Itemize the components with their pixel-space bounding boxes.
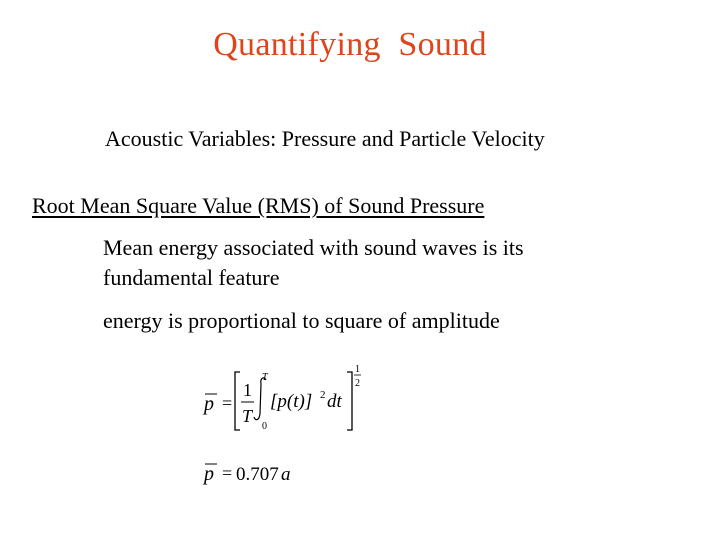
fraction-numerator: 1 xyxy=(243,380,252,400)
upper-limit: T xyxy=(262,372,268,383)
body-text-line-2: fundamental feature xyxy=(103,265,280,290)
rms-integral-formula xyxy=(196,360,376,440)
integrand-power: 2 xyxy=(320,389,326,401)
result-variable-a: a xyxy=(281,464,291,485)
rms-result-formula xyxy=(196,455,316,490)
result-lhs-p: p xyxy=(204,463,214,485)
section-heading: Root Mean Square Value (RMS) of Sound Pressure xyxy=(32,193,485,218)
result-coefficient: 0.707 xyxy=(236,464,279,485)
outer-exponent-numerator: 1 xyxy=(355,364,360,375)
formula-lhs-p: p xyxy=(204,393,214,415)
fraction-denominator: T xyxy=(242,406,253,426)
slide-title: Quantifying Sound xyxy=(213,26,487,63)
lower-limit: 0 xyxy=(262,421,267,432)
body-text-line-3: energy is proportional to square of amplitude xyxy=(103,308,500,333)
body-text-line-1: Mean energy associated with sound waves is its xyxy=(103,235,524,260)
result-equals: = xyxy=(222,463,233,483)
differential-dt: dt xyxy=(327,391,342,412)
outer-exponent-denominator: 2 xyxy=(355,378,360,389)
formula-equals: = xyxy=(222,393,233,413)
integrand: [p(t)] xyxy=(270,391,313,412)
subtitle: Acoustic Variables: Pressure and Particle Velocity xyxy=(105,126,545,151)
